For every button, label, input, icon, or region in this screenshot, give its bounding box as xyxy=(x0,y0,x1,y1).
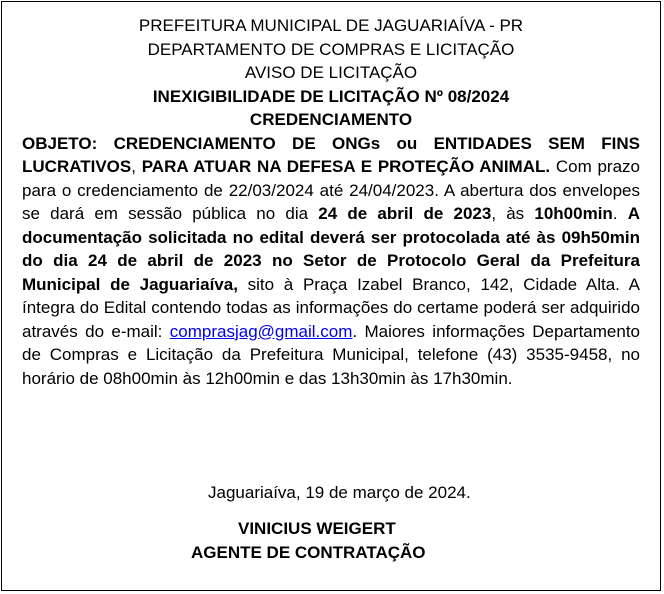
notice-body xyxy=(22,132,640,391)
date-line: Jaguariaíva, 19 de março de 2024. xyxy=(208,483,471,502)
body-informacoes: . Maiores informações Departamento de Compras e Licitação da Prefeitura Municipal, telefone (43) 3535-9458, no horário de 08h00min às 12h00min e das 13h30min às 17h30min. xyxy=(22,321,640,388)
body-prazo: Com prazo para o credenciamento de 22/03/2024 até 24/04/2023. A abertura dos envelopes se dará em sessão pública no dia xyxy=(22,157,640,223)
body-sep: , xyxy=(131,157,142,176)
body-finalidade: PARA ATUAR NA DEFESA E PROTEÇÃO ANIMAL. xyxy=(141,157,551,176)
body-documentacao: A documentação solicitada no edital deverá ser protocolada até às 09h50min do dia 24 de abril de 2023 no Setor de Protocolo Geral da Prefeitura Municipal de Jaguariaíva, xyxy=(22,204,641,294)
header-credenciamento: CREDENCIAMENTO xyxy=(249,110,413,129)
notice-document xyxy=(22,14,640,390)
body-endereco: sito à Praça Izabel Branco, 142, Cidade Alta. A íntegra do Edital contendo todas as informações do certame poderá ser adquirido através do e-mail: xyxy=(22,274,640,341)
header-aviso: AVISO DE LICITAÇÃO xyxy=(244,63,418,82)
body-data-abertura: 24 de abril de 2023 xyxy=(318,204,492,223)
signer-role: AGENTE DE CONTRATAÇÃO xyxy=(191,542,426,562)
body-ponto: . xyxy=(612,204,628,223)
header-departamento: DEPARTAMENTO DE COMPRAS E LICITAÇÃO xyxy=(147,39,515,59)
header-inexigibilidade: INEXIGIBILIDADE DE LICITAÇÃO Nº 08/2024 xyxy=(152,86,510,106)
header-prefeitura: PREFEITURA MUNICIPAL DE JAGUARIAÍVA - PR xyxy=(138,16,524,35)
body-hora-abertura: 10h00min xyxy=(534,204,613,223)
email-link[interactable]: comprasjag@gmail.com xyxy=(169,321,353,341)
body-objeto: OBJETO: CREDENCIAMENTO DE ONGs ou ENTIDADES SEM FINS LUCRATIVOS xyxy=(22,133,640,176)
signer-name: VINICIUS WEIGERT xyxy=(238,519,396,538)
body-as: , às xyxy=(491,204,535,223)
